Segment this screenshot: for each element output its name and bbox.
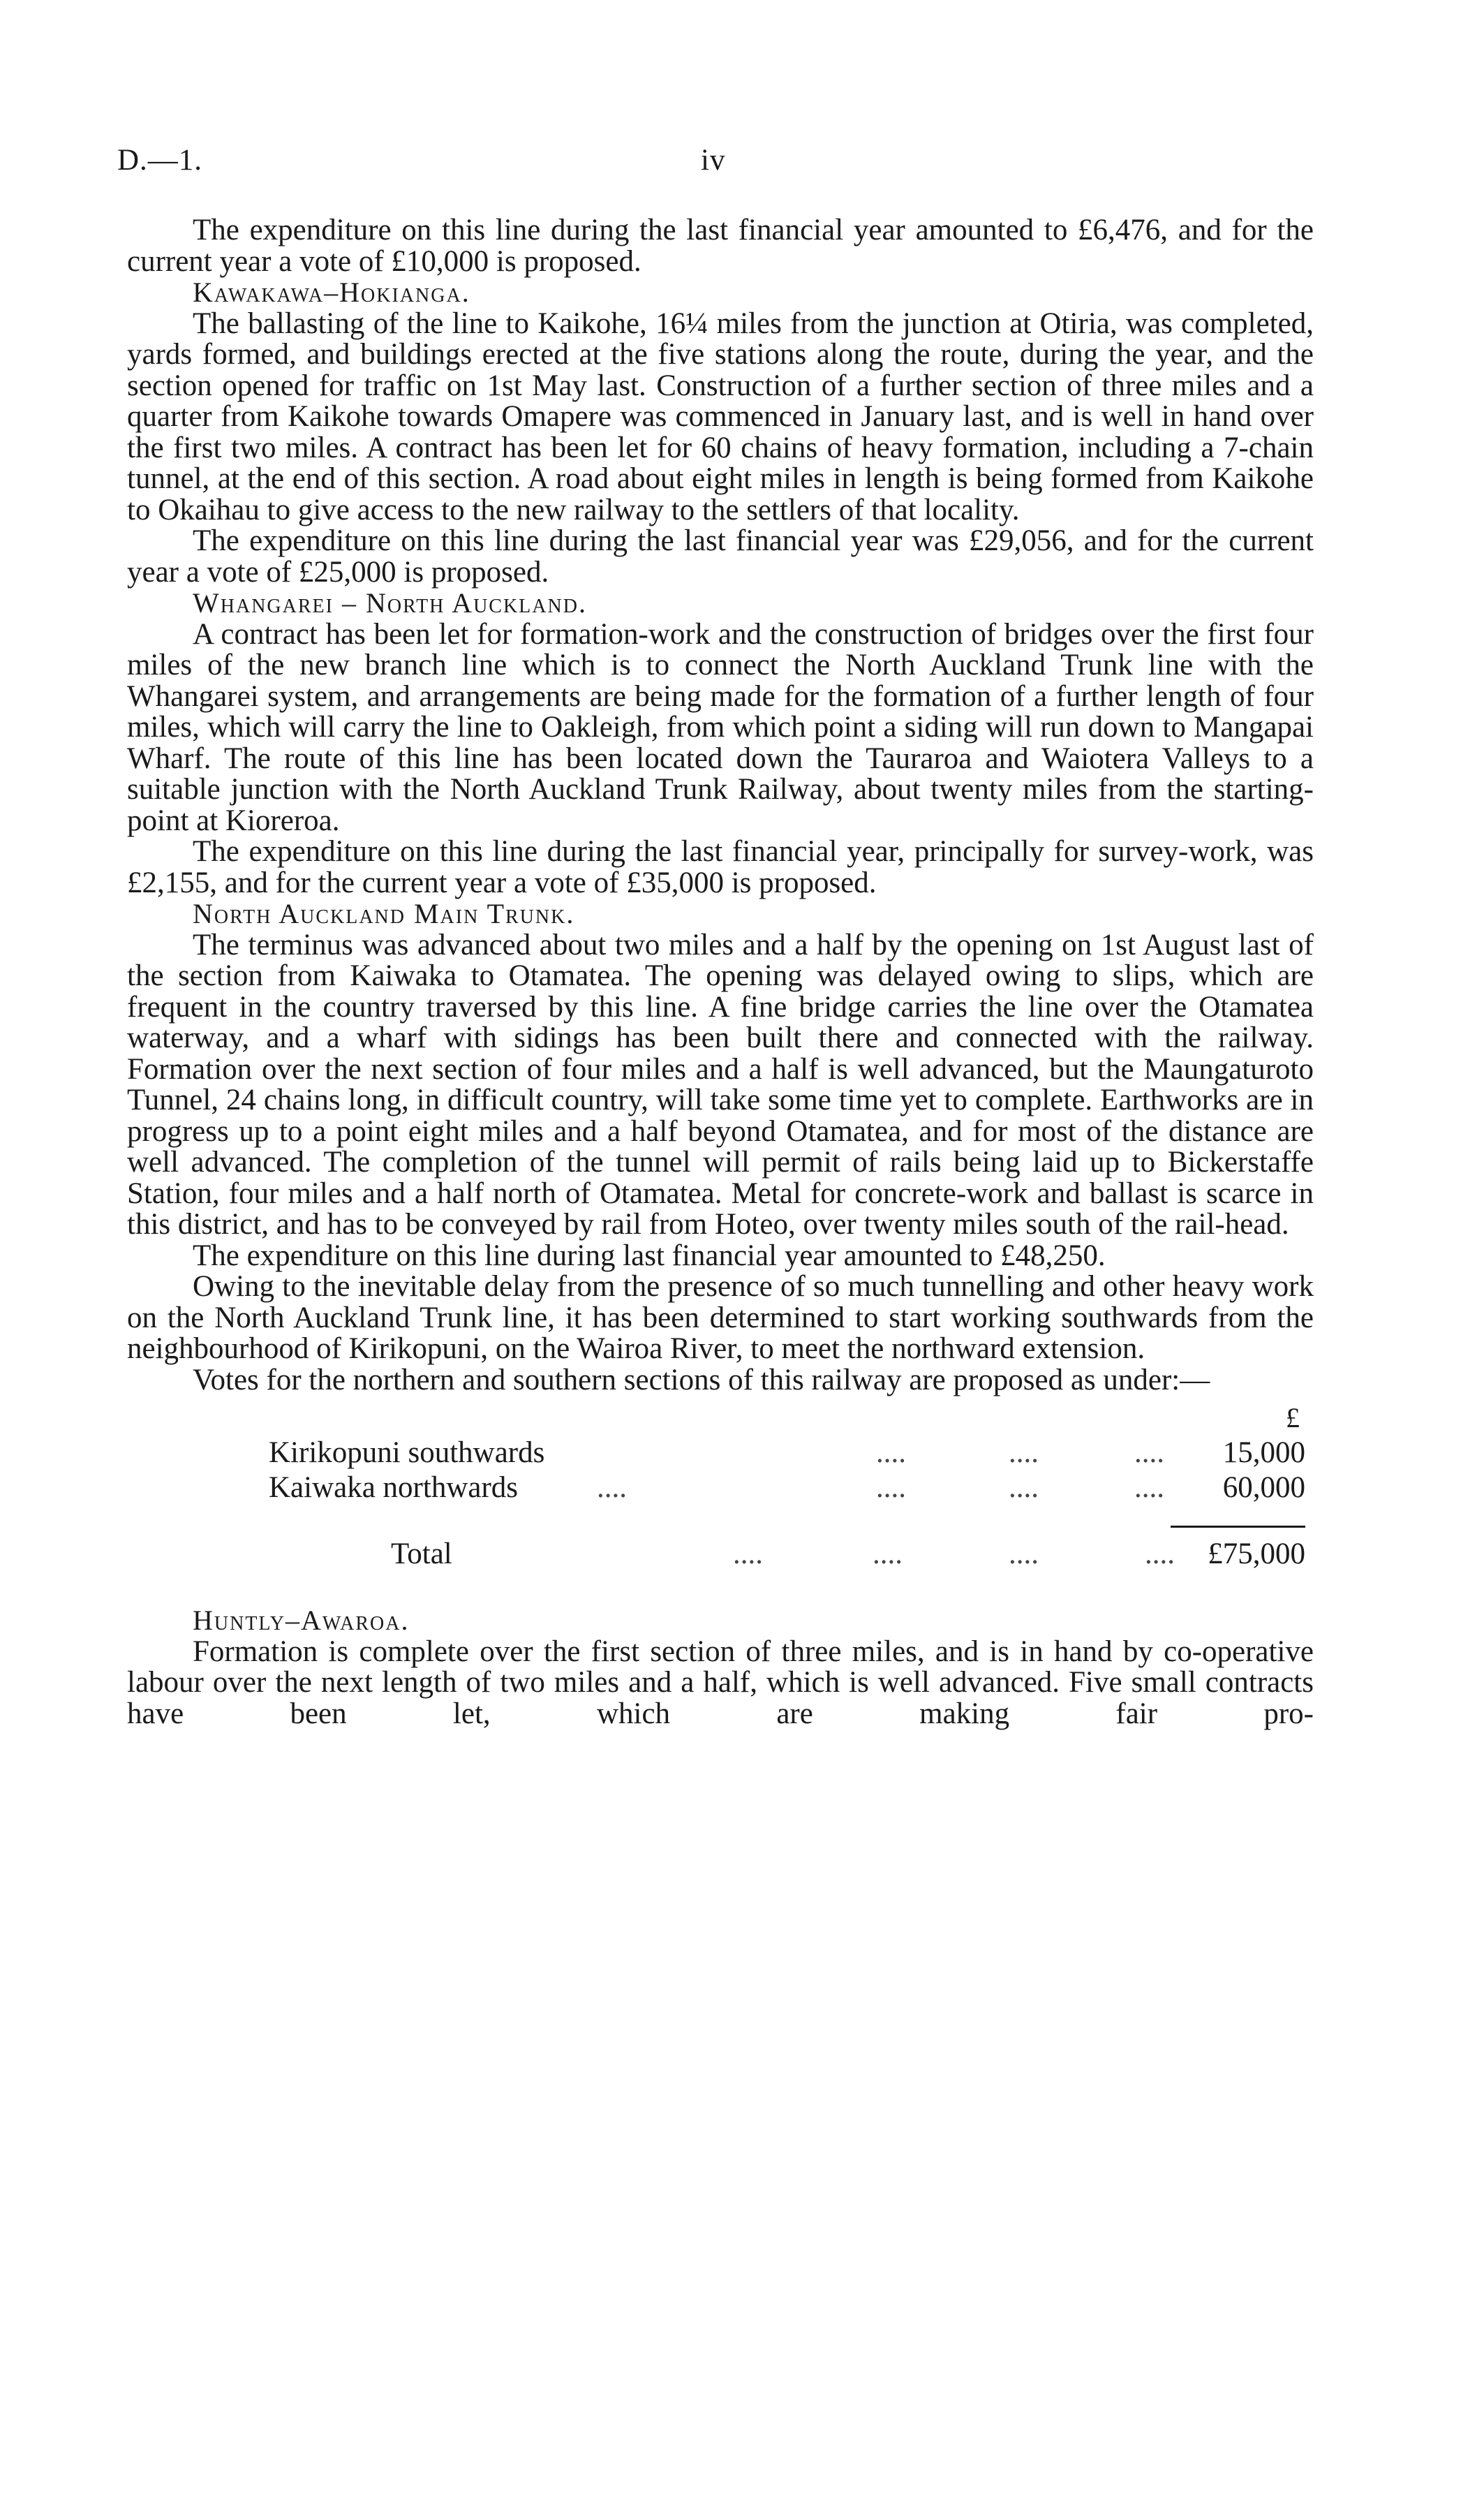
sum-rule (1171, 1526, 1305, 1528)
leader-dots: .... (597, 1471, 627, 1504)
page-reference: D.—1. (117, 144, 203, 177)
total-label: Total (391, 1537, 452, 1570)
paragraph: Votes for the northern and southern sections of this railway are proposed as under:— (193, 1363, 1210, 1396)
section-heading: Whangarei – North Auckland. (193, 587, 587, 619)
section-kawakawa-hokianga (127, 277, 1314, 588)
leader-dots: .... (876, 1436, 906, 1469)
leader-dots: .... (873, 1537, 903, 1570)
main-text (127, 215, 1314, 1729)
leader-dots: .... (1145, 1537, 1175, 1570)
leader-dots: .... (1134, 1471, 1164, 1504)
leader-dots: .... (733, 1537, 763, 1570)
paragraph: The expenditure on this line during the last financial year was £29,056, and for the current year a vote of £25,000 is proposed. (127, 524, 1314, 589)
paragraph: The terminus was advanced about two miles and a half by the opening on 1st August last of the section from Kaiwaka to Otamatea. The opening was delayed owing to slips, which are frequent in the country traversed by this line. A fine bridge carries the line over the Otamatea waterway, and a wharf with sidings has been built there and connected with the railway. Formation over the next section of four miles and a half is well advanced, but the Maungaturoto Tunnel, 24 chains long, in difficult country, will take some time yet to complete. Earthworks are in progress up to a point eight miles and a half beyond Otamatea, and for most of the distance are well advanced. The completion of the tunnel will permit of rails being laid up to Bickerstaffe Station, four miles and a half north of Otamatea. Metal for concrete-work and ballast is scarce in this district, and has to be conveyed by rail from Hoteo, over twenty miles south of the rail-head. (127, 928, 1314, 1241)
paragraph: The expenditure on this line during the last financial year, principally for survey-work, was £2,155, and for the current year a vote of £35,000 is proposed. (127, 835, 1314, 899)
paragraph: A contract has been let for formation-work and the construction of bridges over the first four miles of the new branch line which is to connect the North Auckland Trunk line with the Whangarei system, and arrangements are being made for the formation of a further length of four miles, which will carry the line to Oakleigh, from which point a siding will run down to Mangapai Wharf. The route of this line has been located down the Tauraroa and Waiotera Valleys to a suitable junction with the North Auckland Trunk Railway, about twenty miles from the starting-point at Kioreroa. (127, 617, 1314, 837)
section-heading: Huntly–Awaroa. (193, 1605, 410, 1636)
leader-dots: .... (1134, 1436, 1164, 1469)
row-label: Kirikopuni southwards (269, 1436, 545, 1469)
leader-dots: .... (876, 1471, 906, 1504)
paragraph: The expenditure on this line during last financial year amounted to £48,250. (193, 1239, 1106, 1272)
leader-dots: .... (1009, 1436, 1039, 1469)
table-row (269, 1473, 1305, 1507)
section-north-auckland-main-trunk (127, 899, 1314, 1396)
page-number: iv (701, 144, 726, 177)
leader-dots: .... (1009, 1471, 1039, 1504)
intro-paragraph: The expenditure on this line during the last financial year amounted to £6,476, and for the current year a vote of £10,000 is proposed. (127, 214, 1314, 278)
total-amount: £75,000 (1208, 1537, 1305, 1570)
row-amount: 60,000 (1222, 1471, 1305, 1504)
paragraph: Formation is complete over the first section of three miles, and is in hand by co-operative labour over the next length of two miles and a half, which is well advanced. Five small contracts have been let, which are making fair pro- (127, 1635, 1314, 1730)
votes-table (127, 1403, 1314, 1605)
section-heading: Kawakawa–Hokianga. (193, 276, 470, 308)
paragraph: The ballasting of the line to Kaikohe, 16¼ miles from the junction at Otiria, was completed, yards formed, and buildings erected at the five stations along the route, during the year, and the section opened for traffic on 1st May last. Construction of a further section of three miles and a quarter from Kaikohe towards Omapere was commenced in January last, and is well in hand over the first two miles. A contract has been let for 60 chains of heavy formation, including a 7-chain tunnel, at the end of this section. A road about eight miles in length is being formed from Kaikohe to Okaihau to give access to the new railway to the settlers of that locality. (127, 307, 1314, 526)
currency-unit: £ (1286, 1402, 1300, 1433)
leader-dots: .... (1009, 1537, 1039, 1570)
section-heading: North Auckland Main Trunk. (193, 898, 575, 929)
table-row (269, 1438, 1305, 1473)
total-row (269, 1539, 1305, 1574)
section-whangarei-north-auckland (127, 588, 1314, 899)
row-amount: 15,000 (1222, 1436, 1305, 1469)
paragraph: Owing to the inevitable delay from the presence of so much tunnelling and other heavy work on the North Auckland Trunk line, it has been determined to start working southwards from the neighbourhood of Kirikopuni, on the Wairoa River, to meet the northward extension. (127, 1270, 1314, 1365)
row-label: Kaiwaka northwards (269, 1471, 519, 1504)
section-huntly-awaroa (127, 1605, 1314, 1729)
